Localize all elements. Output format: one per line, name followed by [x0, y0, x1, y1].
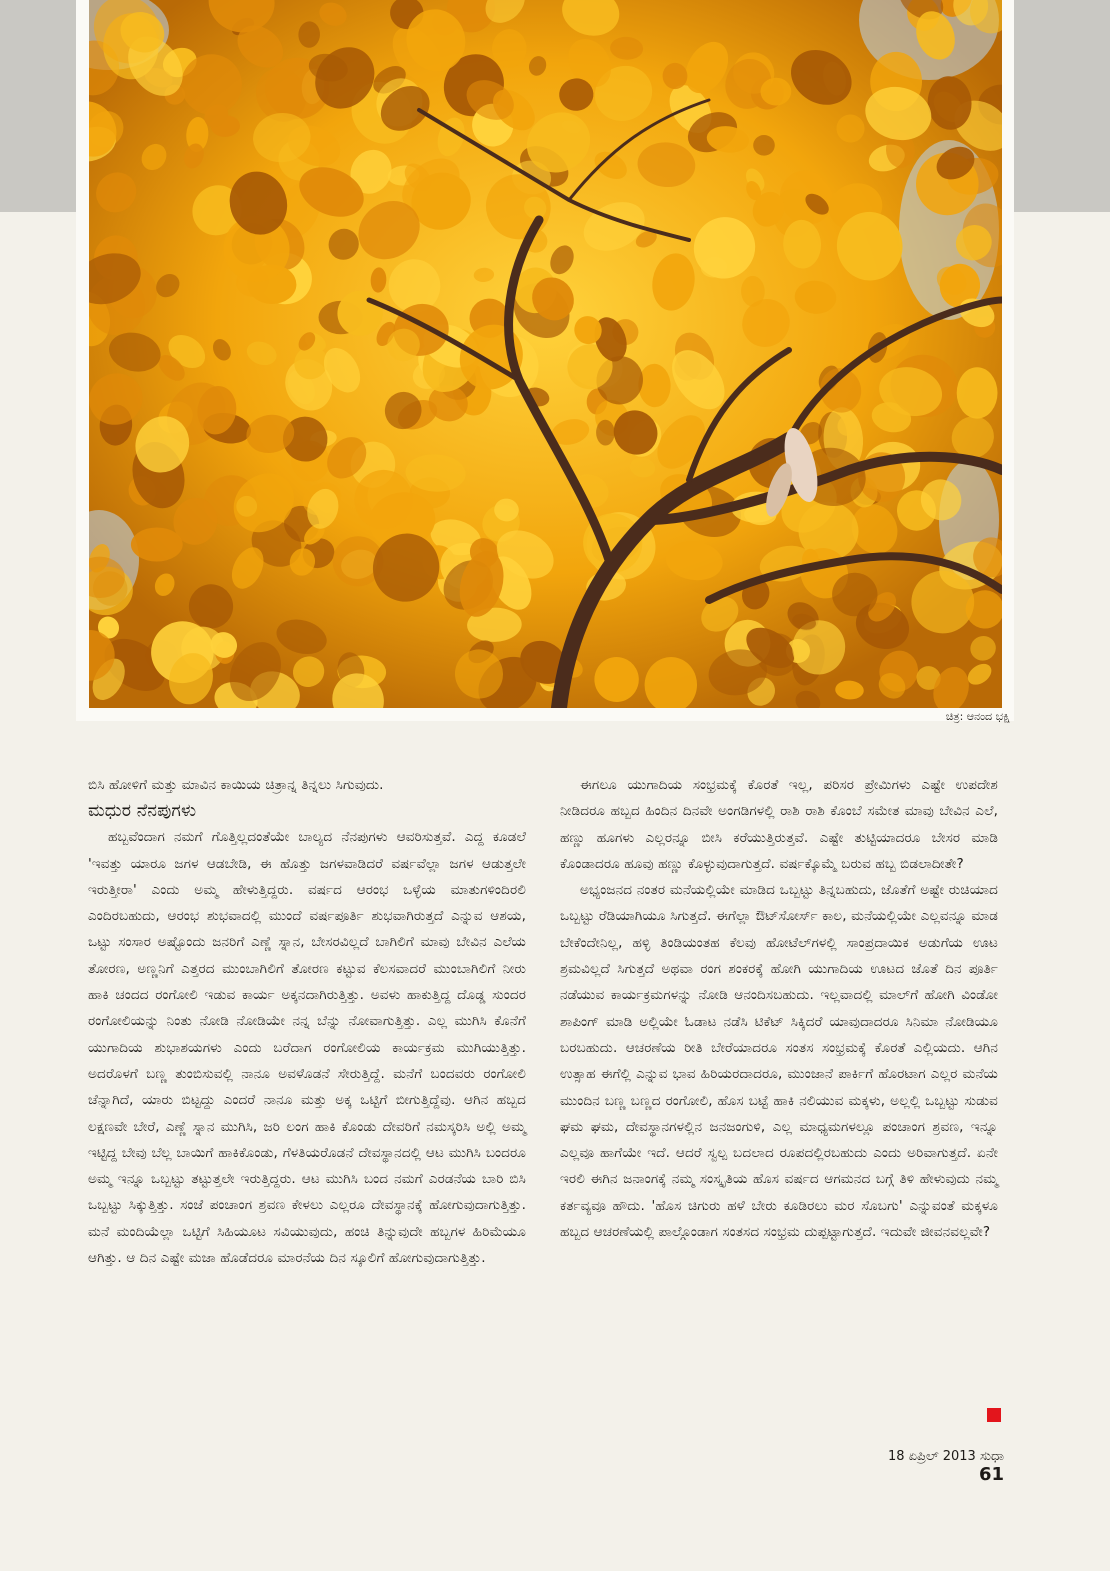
margin-band-left [0, 0, 76, 212]
page-number: 61 [978, 1464, 1004, 1485]
page-footer [872, 1449, 1004, 1485]
body-paragraph: ಹಬ್ಬವೆಂದಾಗ ನಮಗೆ ಗೊತ್ತಿಲ್ಲದಂತೆಯೇ ಬಾಲ್ಯದ ನೆನಪುಗಳು ಆವರಿಸುತ್ತವೆ. ಎದ್ದ ಕೂಡಲೆ 'ಇವತ್ತು ಯಾರೂ ಜಗಳ ಆಡಬೇಡಿ, ಈ ಹೊತ್ತು ಜಗಳವಾಡಿದರೆ ವರ್ಷವೆಲ್ಲಾ ಜಗಳ ಆಡುತ್ತಲೇ ಇರುತ್ತೀರಾ' ಎಂದು ಅಮ್ಮ ಹೇಳುತ್ತಿದ್ದರು. ವರ್ಷದ ಆರಂಭ ಒಳ್ಳೆಯ ಮಾತುಗಳಿಂದಿರಲಿ ಎಂದಿರಬಹುದು, ಆರಂಭ ಶುಭವಾದಲ್ಲಿ ಮುಂದೆ ವರ್ಷಪೂರ್ತಿ ಶುಭವಾಗಿರುತ್ತದೆ ಎನ್ನುವ ಆಶಯ, ಒಟ್ಟು ಸಂಸಾರ ಅಷ್ಟೊಂದು ಜನರಿಗೆ ಎಣ್ಣೆ ಸ್ನಾನ, ಬೇಸರವಿಲ್ಲದೆ ಬಾಗಿಲಿಗೆ ಮಾವು ಬೇವಿನ ಎಲೆಯ ತೋರಣ, ಅಣ್ಣನಿಗೆ ಎತ್ತರದ ಮುಂಬಾಗಿಲಿಗೆ ತೋರಣ ಕಟ್ಟುವ ಕೆಲಸವಾದರೆ ಮುಂಬಾಗಿಲಿಗೆ ನೀರು ಹಾಕಿ ಚಂದದ ರಂಗೋಲಿ ಇಡುವ ಕಾರ್ಯ ಅಕ್ಕನದಾಗಿರುತ್ತಿತ್ತು. ಅವಳು ಹಾಕುತ್ತಿದ್ದ ದೊಡ್ಡ ಸುಂದರ ರಂಗೋಲಿಯನ್ನು ನಿಂತು ನೋಡಿ ನೋಡಿಯೇ ನನ್ನ ಬೆನ್ನು ನೋವಾಗುತ್ತಿತ್ತು. ಎಲ್ಲ ಮುಗಿಸಿ ಕೊನೆಗೆ ಯುಗಾದಿಯ ಶುಭಾಶಯಗಳು ಎಂದು ಬರೆದಾಗ ರಂಗೋಲಿಯ ಕಾರ್ಯಕ್ರಮ ಮುಗಿಯುತ್ತಿತ್ತು. ಅದರೊಳಗೆ ಬಣ್ಣ ತುಂಬಿಸುವಲ್ಲಿ ನಾನೂ ಅವಳೊಡನೆ ಸೇರುತ್ತಿದ್ದೆ. ಮನೆಗೆ ಬಂದವರು ರಂಗೋಲಿ ಚೆನ್ನಾಗಿದೆ, ಯಾರು ಬಿಟ್ಟದ್ದು ಎಂದರೆ ನಾನೂ ಮತ್ತು ಅಕ್ಕ ಒಟ್ಟಿಗೆ ಬೀಗುತ್ತಿದ್ದೆವು. ಆಗಿನ ಹಬ್ಬದ ಲಕ್ಷಣವೇ ಬೇರೆ, ಎಣ್ಣೆ ಸ್ನಾನ ಮುಗಿಸಿ, ಜರಿ ಲಂಗ ಹಾಕಿ ಕೊಂಡು ದೇವರಿಗೆ ನಮಸ್ಕರಿಸಿ ಅಲ್ಲಿ ಅಮ್ಮ ಇಟ್ಟಿದ್ದ ಬೇವು ಬೆಲ್ಲ ಬಾಯಿಗೆ ಹಾಕಿಕೊಂಡು, ಗೆಳತಿಯರೊಡನೆ ದೇವಸ್ಥಾನದಲ್ಲಿ ಆಟ ಮುಗಿಸಿ ಬಂದರೂ ಅಮ್ಮ ಇನ್ನೂ ಒಬ್ಬಟ್ಟು ತಟ್ಟುತ್ತಲೇ ಇರುತ್ತಿದ್ದರು. ಆಟ ಮುಗಿಸಿ ಬಂದ ನಮಗೆ ಎರಡನೆಯ ಬಾರಿ ಬಿಸಿ ಒಬ್ಬಟ್ಟು ಸಿಕ್ಕುತ್ತಿತ್ತು. ಸಂಜೆ ಪಂಚಾಂಗ ಶ್ರವಣ ಕೇಳಲು ಎಲ್ಲರೂ ದೇವಸ್ಥಾನಕ್ಕೆ ಹೋಗುವುದಾಗುತ್ತಿತ್ತು. ಮನೆ ಮಂದಿಯೆಲ್ಲಾ ಒಟ್ಟಿಗೆ ಸಿಹಿಯೂಟ ಸವಿಯುವುದು, ಹಂಚಿ ತಿನ್ನುವುದೇ ಹಬ್ಬಗಳ ಹಿರಿಮೆಯೂ ಆಗಿತ್ತು. ಆ ದಿನ ಎಷ್ಟೇ ಮಜಾ ಹೊಡೆದರೂ ಮಾರನೆಯ ದಿನ ಸ್ಕೂಲಿಗೆ ಹೋಗುವುದಾಗುತ್ತಿತ್ತು. [88, 829, 526, 1267]
yellow-flower-tree-image [89, 0, 1002, 708]
lead-paragraph: ಬಿಸಿ ಹೋಳಿಗೆ ಮತ್ತು ಮಾವಿನ ಕಾಯಿಯ ಚಿತ್ರಾನ್ನ ತಿನ್ನಲು ಸಿಗುವುದು. [88, 777, 384, 793]
article-end-mark [987, 1408, 1001, 1422]
magazine-name: ಸುಧಾ [979, 1449, 1004, 1464]
photo-credit: ಚಿತ್ರ: ಆನಂದ ಭಕ್ಷಿ [945, 710, 1010, 723]
article-column-left [88, 772, 526, 1271]
body-paragraph: ಅಭ್ಯಂಜನದ ನಂತರ ಮನೆಯಲ್ಲಿಯೇ ಮಾಡಿದ ಒಬ್ಬಟ್ಟು ತಿನ್ನಬಹುದು, ಜೊತೆಗೆ ಅಷ್ಟೇ ರುಚಿಯಾದ ಒಬ್ಬಟ್ಟು ರೆಡಿಯಾಗಿಯೂ ಸಿಗುತ್ತದೆ. ಈಗೆಲ್ಲಾ ಔಟ್‌ಸೋರ್ಸ್ ಕಾಲ, ಮನೆಯಲ್ಲಿಯೇ ಎಲ್ಲವನ್ನೂ ಮಾಡ ಬೇಕೆಂದೇನಿಲ್ಲ, ಹಳ್ಳಿ ತಿಂಡಿಯಂತಹ ಕೆಲವು ಹೋಟೆಲ್‌ಗಳಲ್ಲಿ ಸಾಂಪ್ರದಾಯಿಕ ಅಡುಗೆಯ ಊಟ ಶ್ರಮವಿಲ್ಲದೆ ಸಿಗುತ್ತದೆ ಅಥವಾ ರಂಗ ಶಂಕರಕ್ಕೆ ಹೋಗಿ ಯುಗಾದಿಯ ಊಟದ ಜೊತೆ ದಿನ ಪೂರ್ತಿ ನಡೆಯುವ ಕಾರ್ಯಕ್ರಮಗಳನ್ನು ನೋಡಿ ಆನಂದಿಸಬಹುದು. ಇಲ್ಲವಾದಲ್ಲಿ ಮಾಲ್‌ಗೆ ಹೋಗಿ ವಿಂಡೋ ಶಾಪಿಂಗ್ ಮಾಡಿ ಅಲ್ಲಿಯೇ ಓಡಾಟ ನಡೆಸಿ ಟಿಕೆಟ್ ಸಿಕ್ಕಿದರೆ ಯಾವುದಾದರೂ ಸಿನಿಮಾ ನೋಡಿಯೂ ಬರಬಹುದು. ಆಚರಣೆಯ ರೀತಿ ಬೇರೆಯಾದರೂ ಸಂತಸ ಸಂಭ್ರಮಕ್ಕೆ ಕೊರತೆ ಎಲ್ಲಿಯದು. ಆಗಿನ ಉತ್ಸಾಹ ಈಗೆಲ್ಲಿ ಎನ್ನುವ ಭಾವ ಹಿರಿಯರದಾದರೂ, ಮುಂಜಾನೆ ಪಾರ್ಕಿಗೆ ಹೊರಟಾಗ ಎಲ್ಲರ ಮನೆಯ ಮುಂದಿನ ಬಣ್ಣ ಬಣ್ಣದ ರಂಗೋಲಿ, ಹೊಸ ಬಟ್ಟೆ ಹಾಕಿ ನಲಿಯುವ ಮಕ್ಕಳು, ಅಲ್ಲಲ್ಲಿ ಒಬ್ಬಟ್ಟು ಸುಡುವ ಘಮ ಘಮ, ದೇವಸ್ಥಾನಗಳಲ್ಲಿನ ಜನಜಂಗುಳಿ, ಎಲ್ಲ ಮಾಧ್ಯಮಗಳಲ್ಲೂ ಪಂಚಾಂಗ ಶ್ರವಣ, ಇನ್ನೂ ಎಲ್ಲವೂ ಹಾಗೆಯೇ ಇದೆ. ಆದರೆ ಸ್ವಲ್ಪ ಬದಲಾದ ರೂಪದಲ್ಲಿರಬಹುದು ಎಂದು ಅರಿವಾಗುತ್ತದೆ. ಏನೇ ಇರಲಿ ಈಗಿನ ಜನಾಂಗಕ್ಕೆ ನಮ್ಮ ಸಂಸ್ಕೃತಿಯ ಹೊಸ ವರ್ಷದ ಆಗಮನದ ಬಗ್ಗೆ ತಿಳಿ ಹೇಳುವುದು ನಮ್ಮ ಕರ್ತವ್ಯವೂ ಹೌದು. 'ಹೊಸ ಚಿಗುರು ಹಳೆ ಬೇರು ಕೂಡಿರಲು ಮರ ಸೊಬಗು' ಎನ್ನುವಂತೆ ಮಕ್ಕಳೂ ಹಬ್ಬದ ಆಚರಣೆಯಲ್ಲಿ ಪಾಲ್ಗೊಂಡಾಗ ಸಂತಸದ ಸಂಭ್ರಮ ದುಪ್ಪಟ್ಟಾಗುತ್ತದೆ. ಇದುವೇ ಜೀವನವಲ್ಲವೇ? [560, 882, 998, 1241]
section-heading: ಮಧುರ ನೆನಪುಗಳು [88, 801, 197, 822]
body-paragraph: ಈಗಲೂ ಯುಗಾದಿಯ ಸಂಭ್ರಮಕ್ಕೆ ಕೊರತೆ ಇಲ್ಲ, ಪರಿಸರ ಪ್ರೇಮಿಗಳು ಎಷ್ಟೇ ಉಪದೇಶ ನೀಡಿದರೂ ಹಬ್ಬದ ಹಿಂದಿನ ದಿನವೇ ಅಂಗಡಿಗಳಲ್ಲಿ ರಾಶಿ ರಾಶಿ ಕೊಂಬೆ ಸಮೇತ ಮಾವು ಬೇವಿನ ಎಲೆ, ಹಣ್ಣು ಹೂಗಳು ಎಲ್ಲರನ್ನೂ ಬೀಸಿ ಕರೆಯುತ್ತಿರುತ್ತವೆ. ಎಷ್ಟೇ ತುಟ್ಟಿಯಾದರೂ ಬೇಸರ ಮಾಡಿ ಕೊಂಡಾದರೂ ಹೂವು ಹಣ್ಣು ಕೊಳ್ಳುವುದಾಗುತ್ತದೆ. ವರ್ಷಕ್ಕೊಮ್ಮೆ ಬರುವ ಹಬ್ಬ ಬಿಡಲಾದೀತೇ? [560, 777, 998, 872]
feature-photo [89, 0, 1002, 708]
issue-date: 18 ಏಪ್ರಿಲ್ 2013 [888, 1449, 976, 1464]
article-column-right [560, 772, 998, 1245]
margin-band-right [1014, 0, 1110, 212]
